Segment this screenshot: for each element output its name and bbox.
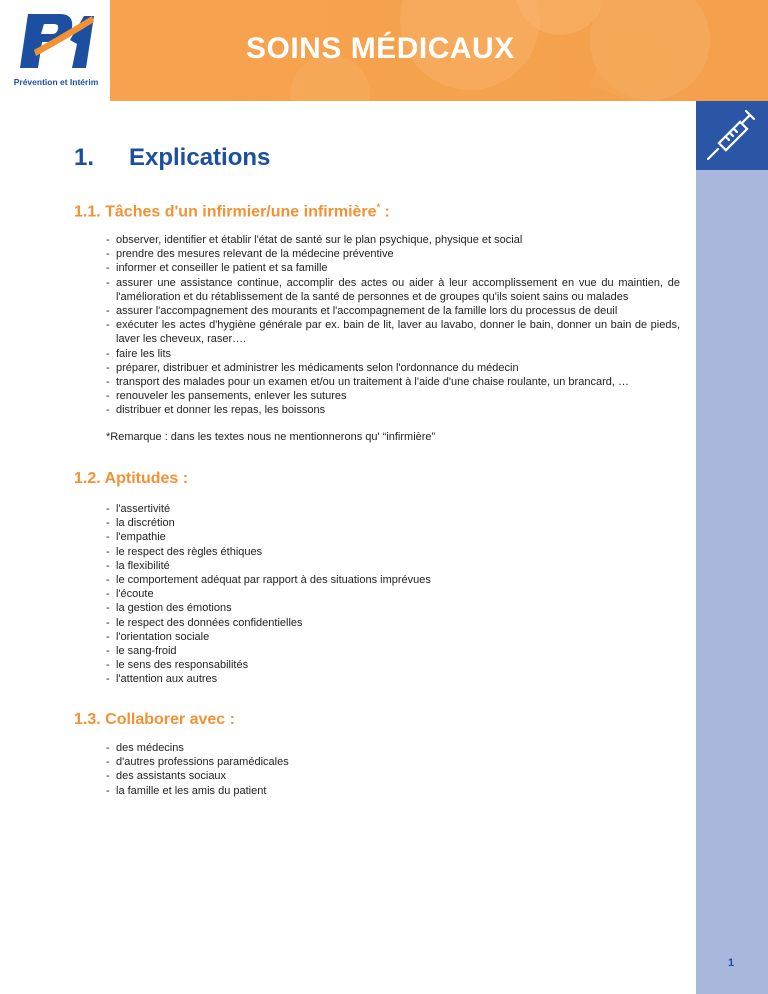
section-number: 1.	[74, 144, 95, 171]
tasks-list	[106, 233, 680, 418]
list-item: - le respect des données confidentielles	[106, 616, 680, 630]
list-item: - transport des malades pour un examen et/ou un traitement à l'aide d'une chaise roulante, un brancard, …	[106, 375, 680, 389]
subsection-heading-tasks	[74, 202, 390, 221]
list-item: - le comportement adéquat par rapport à des situations imprévues	[106, 573, 680, 587]
list-item: - informer et conseiller le patient et sa famille	[106, 261, 680, 275]
heading-colon: :	[380, 203, 390, 221]
section-title: Explications	[129, 144, 271, 171]
list-item: - le sens des responsabilités	[106, 658, 680, 672]
list-item: - préparer, distribuer et administrer les médicaments selon l'ordonnance du médecin	[106, 361, 680, 375]
list-item: - la flexibilité	[106, 559, 680, 573]
subsection-heading-collaboration: 1.3. Collaborer avec :	[74, 711, 235, 728]
aptitudes-list	[106, 502, 680, 687]
logo-tagline: Prévention et Intérim	[13, 77, 99, 87]
list-item: - des assistants sociaux	[106, 769, 680, 783]
section-heading	[74, 144, 270, 172]
logo[interactable]	[0, 0, 110, 101]
list-item: - assurer une assistance continue, accomplir des actes ou aider à leur accomplissement en vue du maintien, de l'amélioration et du rétablissement de la santé de personnes et de groupes qu'ils soient sains ou malades	[106, 276, 680, 304]
list-item: - renouveler les pansements, enlever les sutures	[106, 389, 680, 403]
side-bar	[696, 170, 768, 994]
remark-note: *Remarque : dans les textes nous ne mentionnerons qu' “infirmière”	[106, 431, 436, 443]
syringe-box	[696, 101, 768, 170]
list-item: - faire les lits	[106, 347, 680, 361]
list-item: - la gestion des émotions	[106, 601, 680, 615]
list-item: - la famille et les amis du patient	[106, 784, 680, 798]
collaboration-list	[106, 741, 680, 798]
list-item: - d'autres professions paramédicales	[106, 755, 680, 769]
list-item: - l'attention aux autres	[106, 672, 680, 686]
list-item: - observer, identifier et établir l'état de santé sur le plan psychique, physique et social	[106, 233, 680, 247]
list-item: - assurer l'accompagnement des mourants et l'accompagnement de la famille lors du processus de deuil	[106, 304, 680, 318]
header-banner	[0, 0, 768, 101]
syringe-icon	[696, 101, 768, 170]
list-item: - des médecins	[106, 741, 680, 755]
list-item: - le respect des règles éthiques	[106, 545, 680, 559]
page-number: 1	[728, 957, 735, 969]
list-item: - l'orientation sociale	[106, 630, 680, 644]
list-item: - la discrétion	[106, 516, 680, 530]
pi-logo-icon	[14, 10, 96, 72]
subsection-heading-aptitudes: 1.2. Aptitudes :	[74, 470, 189, 487]
footnote-marker: *	[376, 202, 381, 212]
page-title: SOINS MÉDICAUX	[246, 32, 515, 65]
subsection-title: 1.1. Tâches d'un infirmier/une infirmière	[74, 203, 377, 221]
list-item: - le sang-froid	[106, 644, 680, 658]
list-item: - distribuer et donner les repas, les boissons	[106, 403, 680, 417]
list-item: - l'empathie	[106, 530, 680, 544]
list-item: - exécuter les actes d'hygiène générale par ex. bain de lit, laver au lavabo, donner le bain, donner un bain de pieds, laver les cheveux, raser….	[106, 318, 680, 346]
list-item: - l'assertivité	[106, 502, 680, 516]
list-item: - prendre des mesures relevant de la médecine préventive	[106, 247, 680, 261]
list-item: - l'écoute	[106, 587, 680, 601]
